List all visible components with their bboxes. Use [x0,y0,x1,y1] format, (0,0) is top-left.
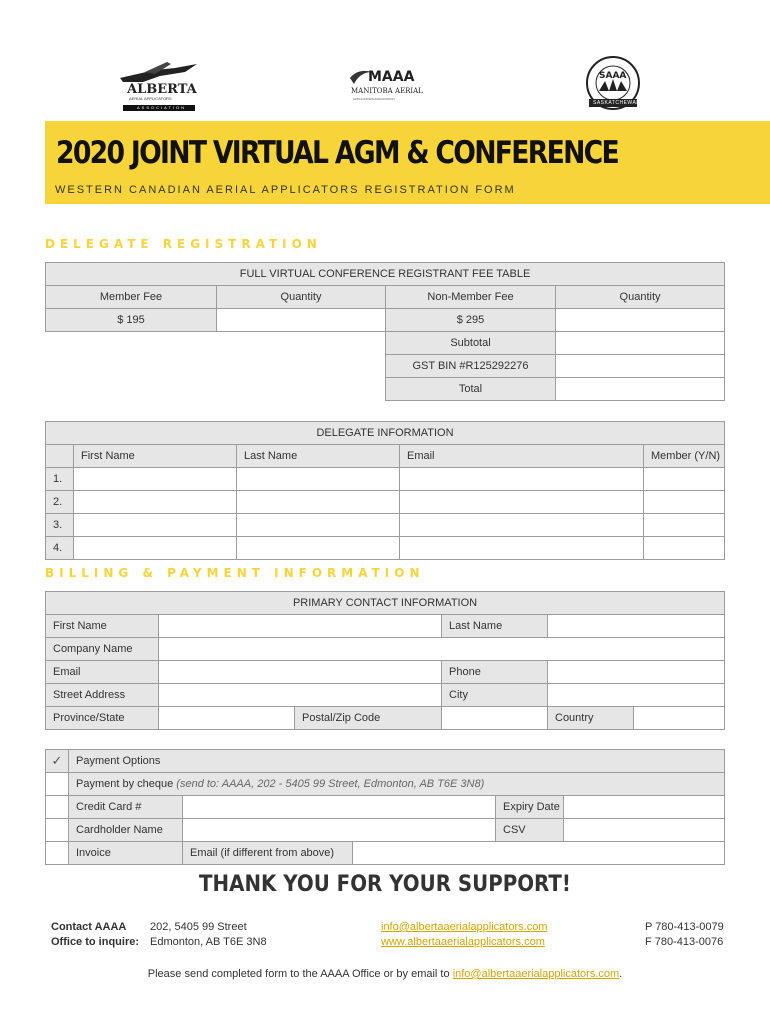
delegate-row-number: 3. [46,514,74,537]
table-row [46,537,725,560]
office-links [381,920,547,950]
delegate-first-name-field[interactable] [74,514,237,537]
section-heading-billing: BILLING & PAYMENT INFORMATION [45,566,425,580]
gst-label: GST BIN #R125292276 [386,355,556,378]
invoice-label: Invoice [69,842,183,865]
csv-field[interactable] [564,819,725,842]
invoice-email-label: Email (if different from above) [183,842,353,865]
fee-col-member-fee: Member Fee [46,286,217,309]
table-row [46,468,725,491]
check-mark-icon: ✓ [46,750,69,773]
alberta-logo [115,58,203,112]
last-name-label: Last Name [442,615,548,638]
delegate-row-number: 4. [46,537,74,560]
delegate-member-field[interactable] [644,514,725,537]
delegate-row-number: 1. [46,468,74,491]
country-label: Country [548,707,634,730]
fee-col-quantity-2: Quantity [556,286,725,309]
manitoba-logo-sub: MANITOBA AERIAL [351,87,423,95]
credit-card-label: Credit Card # [69,796,183,819]
gst-field[interactable] [556,355,725,378]
delegate-member-field[interactable] [644,537,725,560]
fee-table-header: FULL VIRTUAL CONFERENCE REGISTRANT FEE TABLE [46,263,725,286]
delegate-last-name-field[interactable] [237,468,400,491]
delegate-email-field[interactable] [400,537,644,560]
cheque-checkbox[interactable] [46,773,69,796]
contact-label-line-2: Office to inquire: [51,936,139,948]
submission-note [0,967,770,982]
province-field[interactable] [159,707,295,730]
title-banner [45,121,770,204]
delegate-first-name-field[interactable] [74,491,237,514]
table-row [46,514,725,537]
cheque-note: (send to: AAAA, 202 - 5405 99 Street, Edmonton, AB T6E 3N8) [176,778,485,790]
expiry-label: Expiry Date [496,796,564,819]
phone-field[interactable] [548,661,725,684]
delegate-first-name-field[interactable] [74,468,237,491]
fee-table [45,262,725,401]
delegate-last-name-field[interactable] [237,491,400,514]
alberta-logo-sub: AERIAL APPLICATORS [129,96,172,101]
contact-label-line-1: Contact AAAA [51,921,127,933]
payment-cheque-label [69,773,725,796]
total-field[interactable] [556,378,725,401]
cheque-label: Payment by cheque [76,778,174,790]
manitoba-logo [348,66,423,104]
delegate-col-first-name: First Name [74,445,237,468]
subtotal-label: Subtotal [386,332,556,355]
phone-label: Phone [442,661,548,684]
postal-label: Postal/Zip Code [295,707,442,730]
member-quantity-field[interactable] [217,309,386,332]
expiry-field[interactable] [564,796,725,819]
address-line-1: 202, 5405 99 Street [150,921,247,933]
fax-number: F 780-413-0076 [645,936,724,948]
cardholder-spacer [46,819,69,842]
credit-card-field[interactable] [183,796,496,819]
manitoba-logo-band: APPLICATORS ASSOCIATION [353,97,395,101]
contact-table-header: PRIMARY CONTACT INFORMATION [46,592,725,615]
alberta-logo-band: ASSOCIATION [137,105,187,110]
delegate-col-member: Member (Y/N) [644,445,725,468]
submission-note-text: Please send completed form to the AAAA Office or by email to [147,968,450,980]
office-email-link[interactable]: info@albertaaerialapplicators.com [381,921,548,933]
manitoba-logo-text: MAAA [368,69,415,85]
page-subtitle: WESTERN CANADIAN AERIAL APPLICATORS REGISTRATION FORM [55,184,516,196]
delegate-first-name-field[interactable] [74,537,237,560]
table-row [46,491,725,514]
delegate-last-name-field[interactable] [237,514,400,537]
company-name-label: Company Name [46,638,159,661]
city-field[interactable] [548,684,725,707]
first-name-field[interactable] [159,615,442,638]
contact-table [45,591,725,730]
delegate-member-field[interactable] [644,468,725,491]
office-phones [645,920,724,950]
postal-field[interactable] [442,707,548,730]
delegate-email-field[interactable] [400,468,644,491]
payment-table [45,749,725,865]
email-field[interactable] [159,661,442,684]
delegate-table-header: DELEGATE INFORMATION [46,422,725,445]
csv-label: CSV [496,819,564,842]
company-name-field[interactable] [159,638,725,661]
credit-card-checkbox[interactable] [46,796,69,819]
thank-you-heading: THANK YOU FOR YOUR SUPPORT! [199,872,571,897]
province-label: Province/State [46,707,159,730]
delegate-email-field[interactable] [400,491,644,514]
invoice-checkbox[interactable] [46,842,69,865]
invoice-email-field[interactable] [353,842,725,865]
street-address-field[interactable] [159,684,442,707]
delegate-col-last-name: Last Name [237,445,400,468]
email-label: Email [46,661,159,684]
street-address-label: Street Address [46,684,159,707]
cardholder-field[interactable] [183,819,496,842]
saskatchewan-logo-band: SASKATCHEWAN [593,100,641,106]
payment-options-header: Payment Options [69,750,725,773]
phone-number: P 780-413-0079 [645,921,724,933]
page-title: 2020 JOINT VIRTUAL AGM & CONFERENCE [56,135,619,171]
delegate-row-number: 2. [46,491,74,514]
saskatchewan-logo-center: SAAA [599,71,627,81]
member-fee-value: $ 195 [46,309,217,332]
nonmember-quantity-field[interactable] [556,309,725,332]
submission-note-end: . [619,968,623,980]
cardholder-label: Cardholder Name [69,819,183,842]
delegate-table [45,421,725,560]
delegate-last-name-field[interactable] [237,537,400,560]
fee-col-quantity: Quantity [217,286,386,309]
delegate-col-email: Email [400,445,644,468]
city-label: City [442,684,548,707]
fee-col-nonmember-fee: Non-Member Fee [386,286,556,309]
subtotal-field[interactable] [556,332,725,355]
office-website-link[interactable]: www.albertaaerialapplicators.com [381,936,545,948]
delegate-member-field[interactable] [644,491,725,514]
office-address [150,920,267,950]
alberta-logo-text: ALBERTA [127,82,197,97]
saskatchewan-logo [583,55,643,113]
section-heading-delegate: DELEGATE REGISTRATION [45,237,322,251]
nonmember-fee-value: $ 295 [386,309,556,332]
last-name-field[interactable] [548,615,725,638]
contact-label [51,920,139,950]
submission-email-link[interactable]: info@albertaaerialapplicators.com [452,968,620,980]
delegate-email-field[interactable] [400,514,644,537]
address-line-2: Edmonton, AB T6E 3N8 [150,936,267,948]
first-name-label: First Name [46,615,159,638]
country-field[interactable] [634,707,725,730]
total-label: Total [386,378,556,401]
